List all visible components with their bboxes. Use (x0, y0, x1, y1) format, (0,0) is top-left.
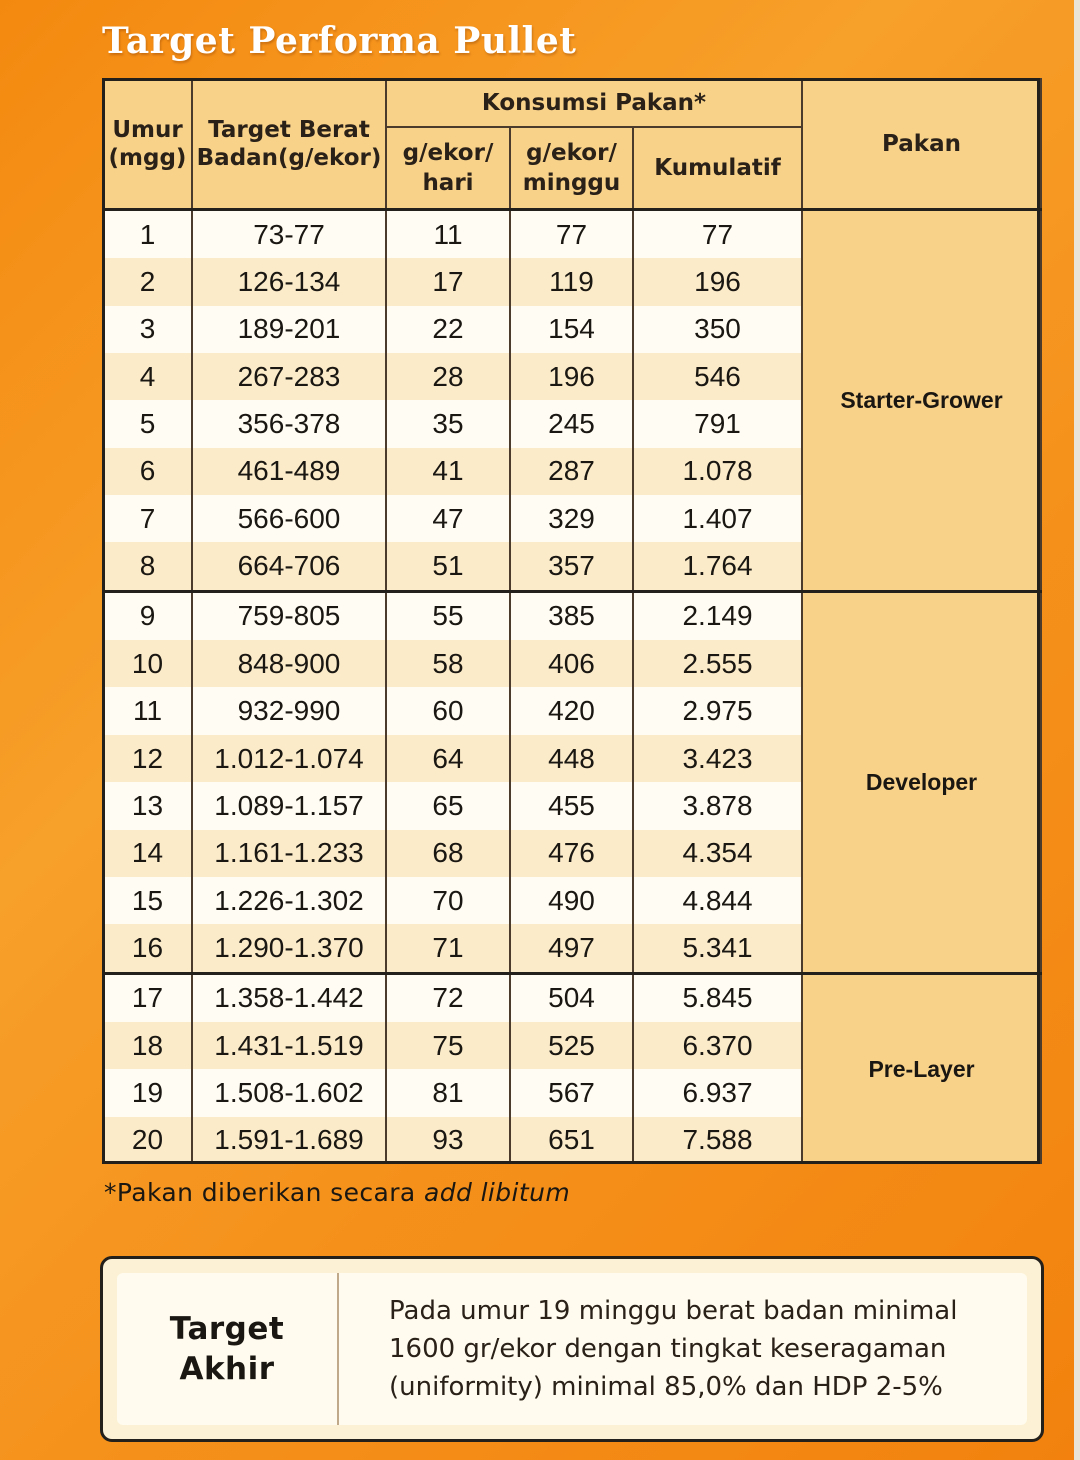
cell-g-ekor-hari: 75 (386, 1022, 510, 1069)
cell-g-ekor-hari: 81 (386, 1069, 510, 1116)
cell-g-ekor-hari: 65 (386, 782, 510, 829)
cell-g-ekor-hari: 35 (386, 400, 510, 447)
cell-g-ekor-minggu: 329 (510, 495, 633, 542)
header-g-ekor-minggu-line1: g/ekor/ (526, 140, 617, 166)
header-g-ekor-hari-line1: g/ekor/ (402, 140, 494, 166)
cell-umur: 5 (103, 400, 192, 447)
cell-g-ekor-minggu: 455 (510, 782, 633, 829)
cell-target-berat: 73-77 (192, 210, 386, 259)
cell-target-berat: 848-900 (192, 640, 386, 687)
cell-target-berat: 1.012-1.074 (192, 735, 386, 782)
cell-kumulatif: 4.844 (633, 877, 802, 924)
cell-g-ekor-minggu: 490 (510, 877, 633, 924)
cell-g-ekor-minggu: 476 (510, 830, 633, 877)
cell-g-ekor-hari: 58 (386, 640, 510, 687)
cell-g-ekor-minggu: 504 (510, 973, 633, 1022)
cell-kumulatif: 2.555 (633, 640, 802, 687)
cell-kumulatif: 3.878 (633, 782, 802, 829)
cell-umur: 9 (103, 591, 192, 640)
cell-g-ekor-minggu: 196 (510, 353, 633, 400)
cell-kumulatif: 6.370 (633, 1022, 802, 1069)
cell-g-ekor-minggu: 154 (510, 306, 633, 353)
cell-target-berat: 759-805 (192, 591, 386, 640)
cell-umur: 4 (103, 353, 192, 400)
cell-g-ekor-hari: 64 (386, 735, 510, 782)
cell-g-ekor-minggu: 119 (510, 258, 633, 305)
cell-umur: 19 (103, 1069, 192, 1116)
cell-umur: 18 (103, 1022, 192, 1069)
cell-g-ekor-minggu: 357 (510, 542, 633, 591)
cell-g-ekor-hari: 72 (386, 973, 510, 1022)
cell-target-berat: 1.358-1.442 (192, 973, 386, 1022)
page-edge (1074, 0, 1080, 1460)
cell-g-ekor-hari: 70 (386, 877, 510, 924)
cell-kumulatif: 5.341 (633, 924, 802, 973)
cell-umur: 11 (103, 687, 192, 734)
cell-kumulatif: 4.354 (633, 830, 802, 877)
target-akhir-label-line2: Akhir (179, 1351, 275, 1387)
cell-kumulatif: 196 (633, 258, 802, 305)
cell-kumulatif: 1.764 (633, 542, 802, 591)
cell-g-ekor-hari: 55 (386, 591, 510, 640)
header-konsumsi-pakan: Konsumsi Pakan* (386, 79, 802, 127)
target-akhir-label-line1: Target (169, 1311, 285, 1347)
cell-g-ekor-hari: 68 (386, 830, 510, 877)
cell-target-berat: 1.431-1.519 (192, 1022, 386, 1069)
target-akhir-line3: (uniformity) minimal 85,0% dan HDP 2-5% (389, 1372, 943, 1402)
cell-g-ekor-minggu: 406 (510, 640, 633, 687)
header-kumulatif: Kumulatif (633, 127, 802, 210)
cell-g-ekor-hari: 17 (386, 258, 510, 305)
cell-kumulatif: 7.588 (633, 1117, 802, 1164)
header-umur-line1: Umur (112, 117, 183, 143)
cell-target-berat: 1.089-1.157 (192, 782, 386, 829)
cell-umur: 20 (103, 1117, 192, 1164)
cell-target-berat: 267-283 (192, 353, 386, 400)
cell-target-berat: 664-706 (192, 542, 386, 591)
cell-g-ekor-hari: 22 (386, 306, 510, 353)
cell-pakan: Developer (802, 591, 1041, 973)
cell-kumulatif: 6.937 (633, 1069, 802, 1116)
header-target-berat-line2: Badan(g/ekor) (196, 145, 382, 171)
header-g-ekor-hari-line2: hari (422, 170, 474, 196)
cell-target-berat: 126-134 (192, 258, 386, 305)
cell-umur: 15 (103, 877, 192, 924)
cell-umur: 7 (103, 495, 192, 542)
cell-g-ekor-hari: 47 (386, 495, 510, 542)
cell-g-ekor-hari: 28 (386, 353, 510, 400)
cell-target-berat: 189-201 (192, 306, 386, 353)
cell-target-berat: 566-600 (192, 495, 386, 542)
cell-target-berat: 1.508-1.602 (192, 1069, 386, 1116)
cell-kumulatif: 1.407 (633, 495, 802, 542)
header-umur-line2: (mgg) (108, 145, 187, 171)
cell-g-ekor-minggu: 497 (510, 924, 633, 973)
cell-g-ekor-minggu: 567 (510, 1069, 633, 1116)
table-frame (102, 78, 1040, 1164)
cell-umur: 2 (103, 258, 192, 305)
page-title: Target Performa Pullet (102, 20, 577, 62)
cell-g-ekor-hari: 93 (386, 1117, 510, 1164)
cell-g-ekor-minggu: 651 (510, 1117, 633, 1164)
cell-g-ekor-minggu: 287 (510, 448, 633, 495)
cell-umur: 3 (103, 306, 192, 353)
cell-g-ekor-minggu: 420 (510, 687, 633, 734)
target-akhir-box (100, 1256, 1044, 1442)
footnote-italic: add libitum (423, 1178, 571, 1207)
cell-g-ekor-hari: 51 (386, 542, 510, 591)
cell-g-ekor-hari: 41 (386, 448, 510, 495)
cell-g-ekor-minggu: 77 (510, 210, 633, 259)
target-akhir-line2: 1600 gr/ekor dengan tingkat keseragaman (389, 1334, 947, 1364)
cell-kumulatif: 5.845 (633, 973, 802, 1022)
cell-target-berat: 1.591-1.689 (192, 1117, 386, 1164)
cell-pakan: Starter-Grower (802, 210, 1041, 592)
cell-target-berat: 461-489 (192, 448, 386, 495)
cell-umur: 13 (103, 782, 192, 829)
cell-g-ekor-minggu: 448 (510, 735, 633, 782)
header-target-berat-line1: Target Berat (208, 117, 370, 143)
cell-pakan: Pre-Layer (802, 973, 1041, 1164)
cell-g-ekor-minggu: 245 (510, 400, 633, 447)
cell-umur: 10 (103, 640, 192, 687)
cell-target-berat: 1.161-1.233 (192, 830, 386, 877)
cell-target-berat: 1.226-1.302 (192, 877, 386, 924)
cell-g-ekor-minggu: 525 (510, 1022, 633, 1069)
cell-kumulatif: 546 (633, 353, 802, 400)
cell-kumulatif: 791 (633, 400, 802, 447)
cell-target-berat: 356-378 (192, 400, 386, 447)
cell-umur: 16 (103, 924, 192, 973)
cell-umur: 12 (103, 735, 192, 782)
cell-umur: 14 (103, 830, 192, 877)
target-akhir-line1: Pada umur 19 minggu berat badan minimal (389, 1296, 958, 1326)
footnote (104, 1178, 570, 1207)
cell-kumulatif: 3.423 (633, 735, 802, 782)
cell-umur: 17 (103, 973, 192, 1022)
target-akhir-inner (117, 1273, 1027, 1425)
cell-g-ekor-hari: 11 (386, 210, 510, 259)
cell-kumulatif: 1.078 (633, 448, 802, 495)
header-g-ekor-minggu-line2: minggu (522, 170, 621, 196)
cell-g-ekor-minggu: 385 (510, 591, 633, 640)
cell-umur: 1 (103, 210, 192, 259)
cell-umur: 6 (103, 448, 192, 495)
cell-target-berat: 1.290-1.370 (192, 924, 386, 973)
cell-kumulatif: 2.149 (633, 591, 802, 640)
cell-umur: 8 (103, 542, 192, 591)
footnote-text: *Pakan diberikan secara (104, 1178, 424, 1207)
cell-kumulatif: 350 (633, 306, 802, 353)
cell-kumulatif: 2.975 (633, 687, 802, 734)
cell-g-ekor-hari: 60 (386, 687, 510, 734)
target-akhir-label (117, 1273, 339, 1425)
header-pakan: Pakan (802, 79, 1041, 210)
cell-g-ekor-hari: 71 (386, 924, 510, 973)
cell-target-berat: 932-990 (192, 687, 386, 734)
cell-kumulatif: 77 (633, 210, 802, 259)
target-akhir-text (339, 1273, 1027, 1425)
